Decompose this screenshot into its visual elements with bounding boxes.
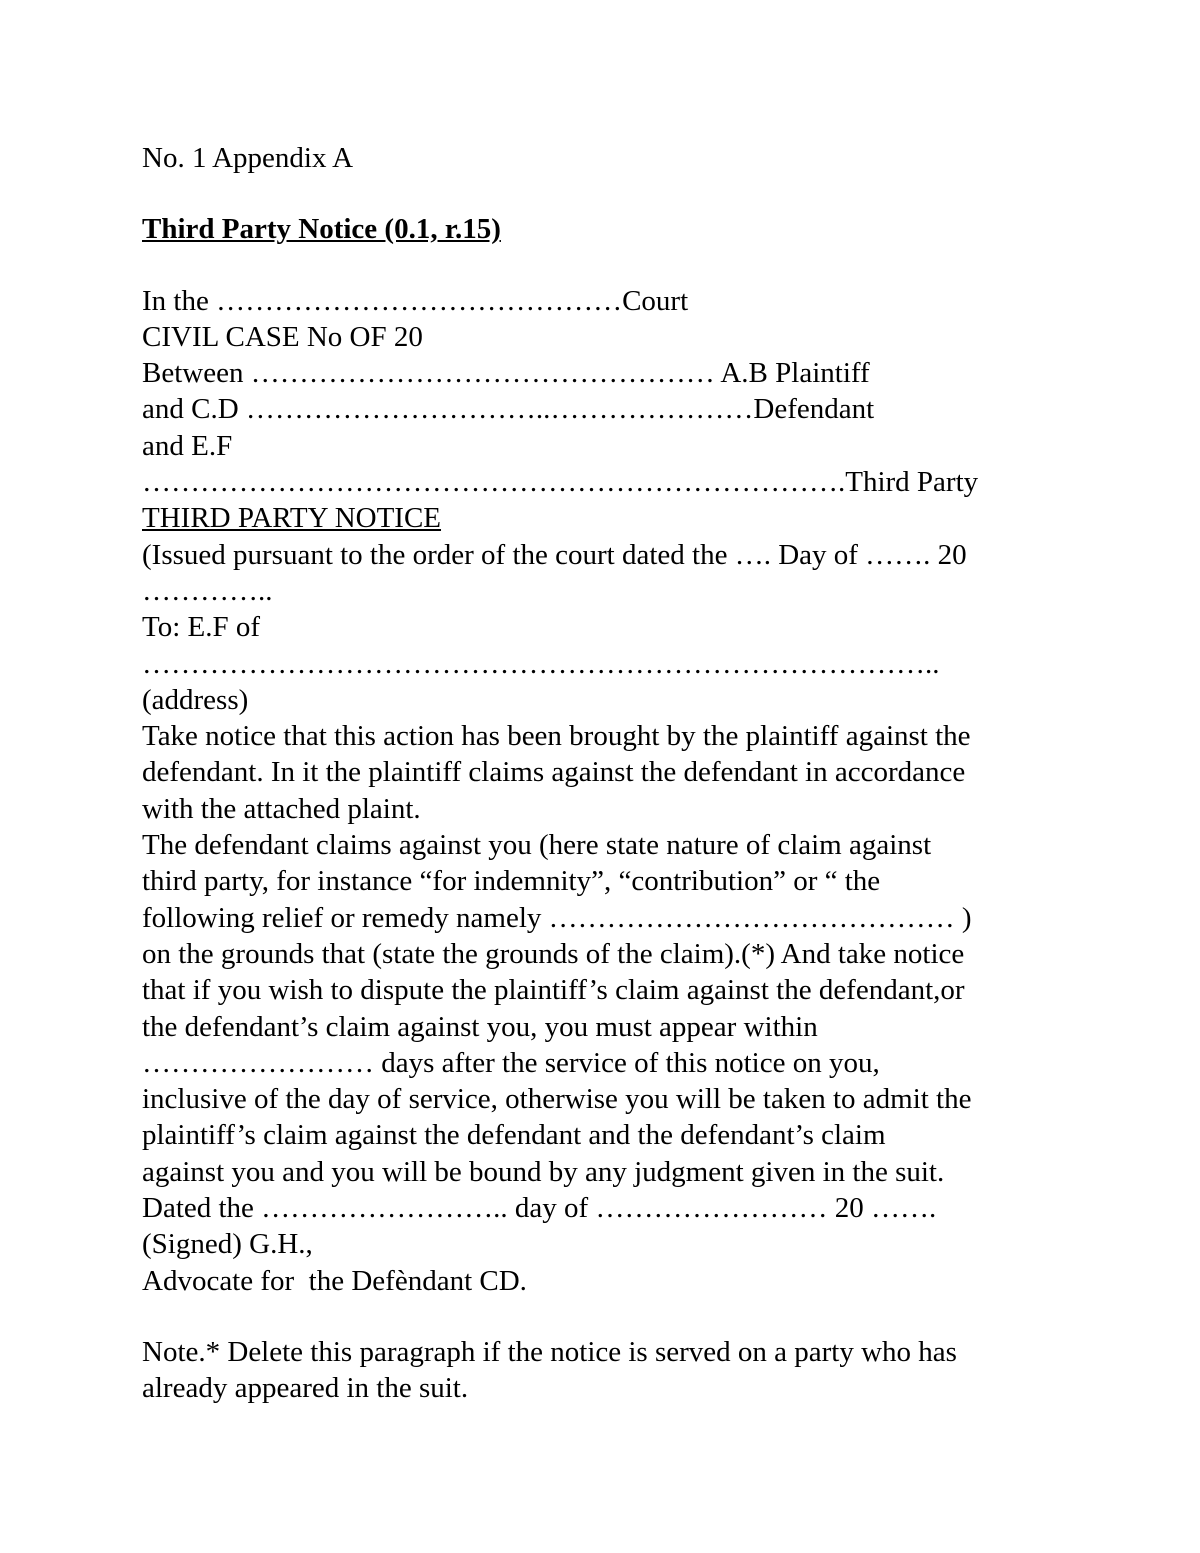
body-line: The defendant claims against you (here state nature of claim against	[142, 829, 932, 862]
plaintiff-line: Between ………………………………………… A.B Plaintiff	[142, 357, 870, 390]
address-dots: ………………………………………………………………………..	[142, 647, 940, 680]
body-line: with the attached plaint.	[142, 792, 421, 825]
document-title: Third Party Notice (0.1, r.15)	[142, 213, 501, 246]
to-line: To: E.F of	[142, 611, 260, 644]
third-party-line: ……………………………………………………………….Third Party	[142, 466, 979, 499]
note-line: already appeared in the suit.	[142, 1372, 469, 1405]
issued-line: (Issued pursuant to the order of the court dated the …. Day of ……. 20	[142, 538, 967, 571]
body-line: that if you wish to dispute the plaintiff’s claim against the defendant,or	[142, 974, 965, 1007]
body-line: the defendant’s claim against you, you must appear within	[142, 1010, 818, 1043]
body-line: inclusive of the day of service, otherwise you will be taken to admit the	[142, 1083, 972, 1116]
note-line: Note.* Delete this paragraph if the notice is served on a party who has	[142, 1335, 957, 1368]
body-line: on the grounds that (state the grounds of the claim).(*) And take notice	[142, 937, 965, 970]
civil-case-line: CIVIL CASE No OF 20	[142, 320, 423, 353]
third-party-name-line: and E.F	[142, 429, 233, 462]
signature-line: (Signed) G.H.,	[142, 1228, 313, 1261]
body-line: following relief or remedy namely …………………………………… )	[142, 901, 972, 934]
dated-line: Dated the …………………….. day of …………………… 20 …….	[142, 1192, 937, 1225]
issued-dots: …………..	[142, 574, 273, 607]
body-line: defendant. In it the plaintiff claims against the defendant in accordance	[142, 756, 966, 789]
spacer	[142, 176, 1062, 211]
document-body	[142, 140, 1062, 1407]
spacer	[142, 1299, 1062, 1334]
body-line: against you and you will be bound by any judgment given in the suit.	[142, 1155, 945, 1188]
body-line: third party, for instance “for indemnity”, “contribution” or “ the	[142, 865, 881, 898]
notice-heading: THIRD PARTY NOTICE	[142, 502, 442, 535]
appendix-label: No. 1 Appendix A	[142, 142, 354, 174]
advocate-line: Advocate for the Defèndant CD.	[142, 1264, 527, 1297]
body-line: Take notice that this action has been brought by the plaintiff against the	[142, 720, 971, 753]
defendant-line: and C.D …………………………..…………………Defendant	[142, 393, 875, 426]
address-label: (address)	[142, 683, 249, 716]
body-line: …………………… days after the service of this notice on you,	[142, 1046, 880, 1079]
body-line: plaintiff’s claim against the defendant and the defendant’s claim	[142, 1119, 886, 1152]
spacer	[142, 248, 1062, 283]
court-line: In the ……………………………………Court	[142, 284, 689, 317]
